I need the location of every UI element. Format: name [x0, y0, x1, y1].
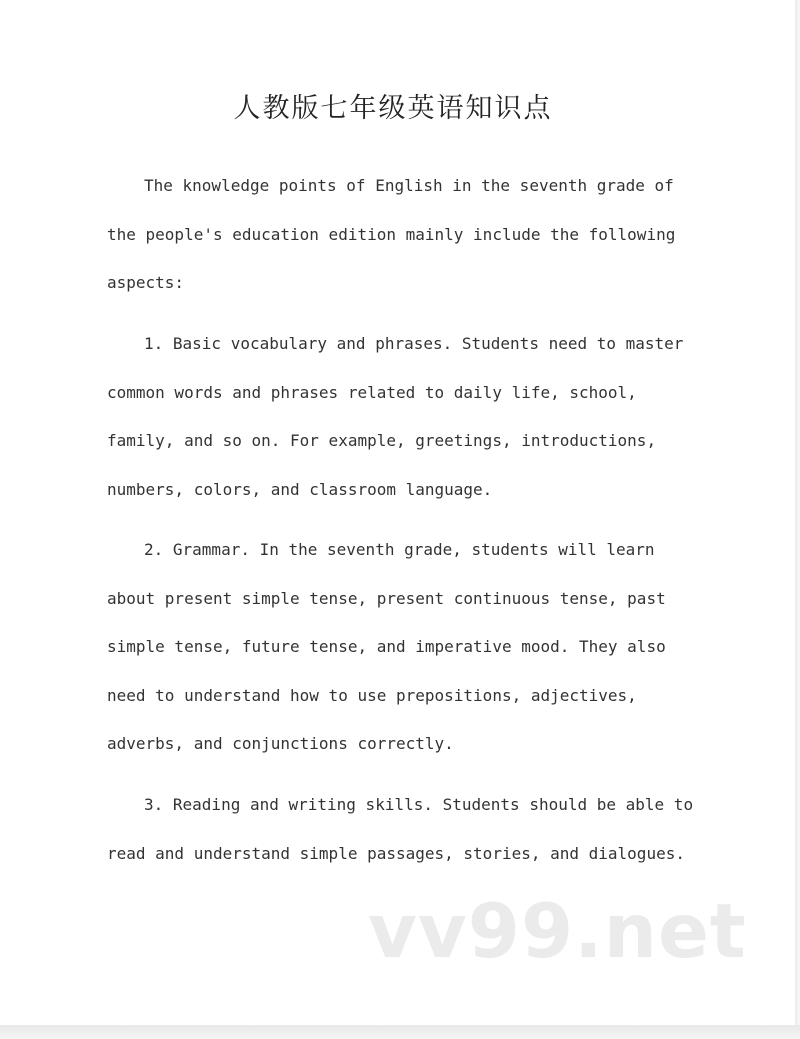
text-line: 1. Basic vocabulary and phrases. Students need to master [144, 334, 684, 353]
text-line: 3. Reading and writing skills. Students should be able to [144, 795, 694, 814]
text-line: The knowledge points of English in the seventh grade of [144, 176, 674, 195]
text-line: read and understand simple passages, stories, and dialogues. [107, 843, 685, 863]
text-line: family, and so on. For example, greetings, introductions, [107, 431, 657, 450]
paragraph-reading-writing [107, 781, 694, 878]
text-line: aspects: [107, 273, 185, 292]
paragraph-vocabulary [107, 320, 684, 514]
text-line: numbers, colors, and classroom language. [107, 479, 493, 499]
text-line: simple tense, future tense, and imperative mood. They also [107, 637, 666, 656]
paragraph-intro [107, 162, 679, 308]
text-line: 2. Grammar. In the seventh grade, students will learn [144, 540, 655, 559]
text-line: the people's education edition mainly include the following [107, 224, 676, 244]
paragraph-grammar [107, 526, 679, 769]
document-title: 人教版七年级英语知识点 [233, 93, 553, 124]
text-line: about present simple tense, present continuous tense, past [107, 588, 666, 608]
text-line: adverbs, and conjunctions correctly. [107, 734, 454, 753]
page-edge-right [795, 0, 800, 1039]
text-line: common words and phrases related to daily life, school, [107, 382, 637, 402]
watermark: vv99.net [368, 887, 747, 975]
text-line: need to understand how to use prepositions, adjectives, [107, 685, 637, 705]
page-edge-bottom [0, 1025, 800, 1039]
